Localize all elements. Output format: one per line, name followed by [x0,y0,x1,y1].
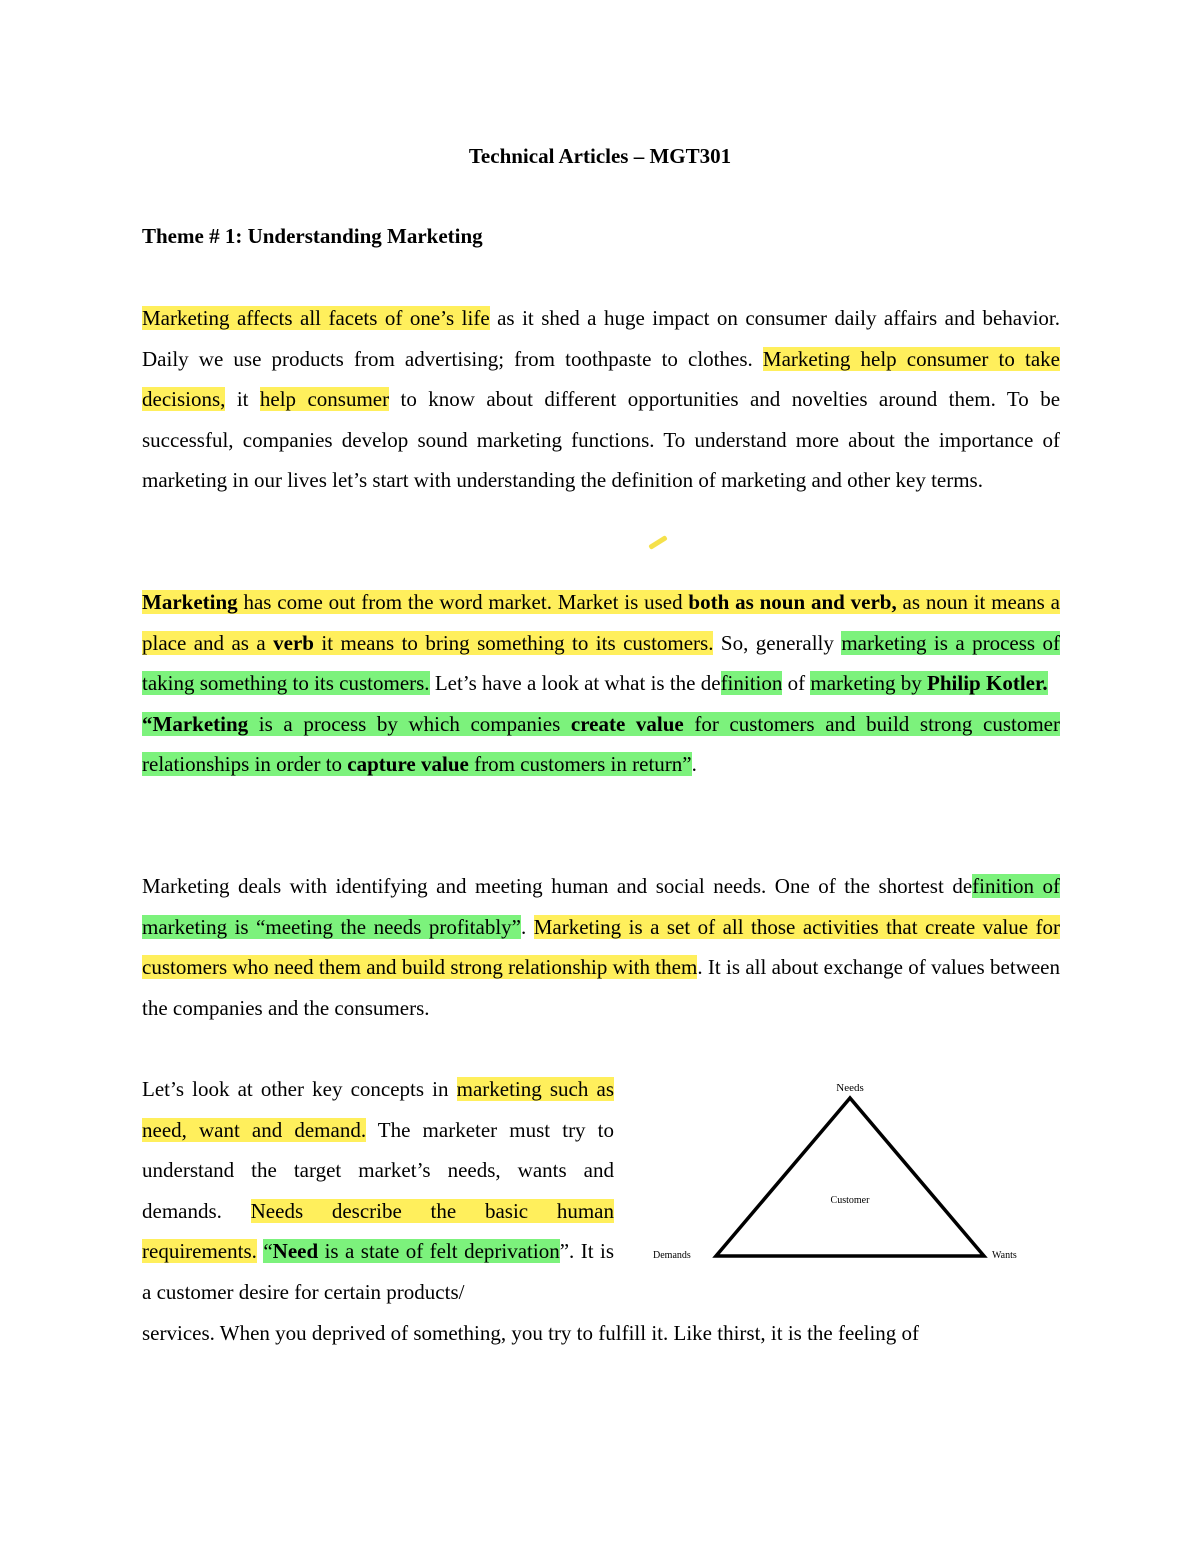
text-run: So, generally [713,630,842,655]
quote-bold: capture value [347,752,469,777]
highlight-bold: both as noun and verb, [688,590,897,614]
quote-bold: create value [570,711,684,736]
highlight-green: marketing by [810,671,928,696]
paragraph-definition [142,582,1060,785]
text-run: The marketer must try to understand the target market’s needs, wants and demands. [142,1117,614,1223]
highlight: has come out from the word market. Market is used [237,590,689,614]
highlight-green: finition of marketing is “meeting the needs profitably” [142,874,1060,939]
highlight-green: finition [720,671,783,696]
highlight: as noun it means a place and as a [142,590,1060,655]
highlight-green: “ [263,1239,273,1264]
highlight-green-bold: Need [272,1239,319,1264]
highlight-bold: Marketing [142,590,238,614]
highlight: Needs describe the basic human requirements. [142,1198,614,1264]
highlight: Marketing help consumer to take decisions, [142,346,1060,412]
highlight: Marketing affects all facets of one’s life [142,306,490,330]
pen-mark [648,535,668,550]
text-run: . It is all about exchange of values between the companies and the consumers. [142,955,1061,1020]
paragraph-key-concepts [142,1069,614,1313]
quote-text: from customers in return” [468,752,692,777]
highlight: help consumer [259,387,390,412]
highlight-green: is a state of felt deprivation [318,1239,560,1264]
text-run: Marketing deals with identifying and meeting human and social needs. One of the shortest de [142,874,973,898]
document-title: Technical Articles – MGT301 [468,144,732,168]
highlight-green: marketing is a process of taking something to its customers. [142,630,1060,696]
quote-bold: “Marketing [142,711,249,736]
text-run: of [782,671,811,696]
text-run: as it shed a huge impact on consumer daily affairs and behavior. Daily we use products from advertising; from toothpaste to clothes. [142,306,1061,371]
demands-label: Demands [653,1250,691,1261]
text-run: Let’s look at other key concepts in [142,1077,457,1101]
needs-wants-demands-triangle [640,1070,1060,1270]
text-run: Let’s have a look at what is the de [429,671,721,696]
text-run: it [225,387,260,412]
text-run: . [520,914,534,939]
highlight: marketing such as need, want and demand. [142,1077,614,1142]
quote-text: for customers and build strong customer relationships in order to [142,711,1060,777]
triangle-shape [716,1098,984,1256]
text-run: to know about different opportunities and novelties around them. To be successful, companies develop sound marketing functions. To understand more about the importance of marketing in our lives let’s start with understanding the definition of marketing and other key terms. [142,387,1061,493]
paragraph-intro [142,298,1060,501]
paragraph-continued: services. When you deprived of something, you try to fulfill it. Like thirst, it is the feeling of [142,1321,920,1345]
wants-label: Wants [992,1250,1017,1261]
theme-heading: Theme # 1: Understanding Marketing [142,224,483,248]
highlight-bold: verb [273,630,314,655]
needs-label: Needs [836,1082,864,1094]
highlight: it means to bring something to its customers. [313,630,714,655]
paragraph-needs-definition [142,866,1060,1028]
text-run: ”. It is a customer desire for certain products/ [142,1239,615,1304]
customer-label: Customer [830,1195,870,1206]
highlight-green-bold: Philip Kotler. [927,671,1048,696]
quote-text: is a process by which companies [248,711,571,736]
text-run: . [691,752,697,777]
highlight: Marketing is a set of all those activities that create value for customers who need them and build strong relationship with them [142,914,1061,980]
